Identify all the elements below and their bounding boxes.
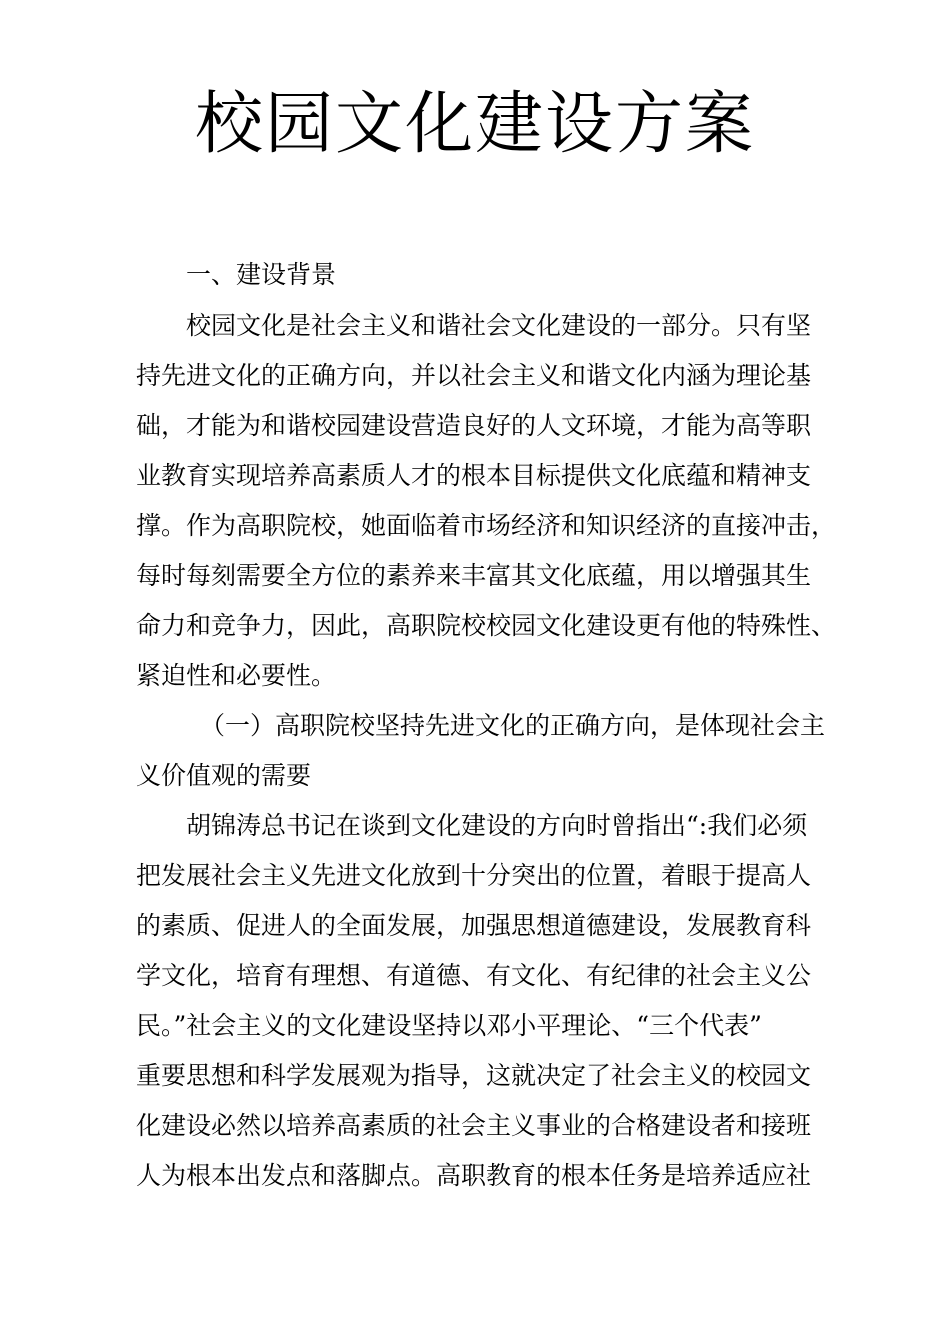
paragraph-line: 紧迫性和必要性。 — [136, 661, 337, 690]
paragraph-line: 础，才能为和谐校园建设营造良好的人文环境，才能为高等职 — [136, 411, 812, 440]
paragraph-line: 校园文化是社会主义和谐社会文化建设的一部分。只有坚 — [186, 311, 812, 340]
subsection-heading-continued: 义价值观的需要 — [136, 761, 312, 790]
paragraph-line: 每时每刻需要全方位的素养来丰富其文化底蕴，用以增强其生 — [136, 561, 812, 590]
paragraph-line: 重要思想和科学发展观为指导，这就决定了社会主义的校园文 — [136, 1061, 812, 1090]
subsection-heading: （一）高职院校坚持先进文化的正确方向，是体现社会主 — [200, 711, 826, 740]
paragraph-line: 化建设必然以培养高素质的社会主义事业的合格建设者和接班 — [136, 1111, 812, 1140]
paragraph-line: 胡锦涛总书记在谈到文化建设的方向时曾指出“:我们必须 — [186, 811, 808, 840]
paragraph-line: 民。”社会主义的文化建设坚持以邓小平理论、“三个代表” — [136, 1011, 762, 1040]
paragraph-line: 持先进文化的正确方向，并以社会主义和谐文化内涵为理论基 — [136, 361, 812, 390]
section-heading: 一、建设背景 — [186, 260, 337, 289]
paragraph-line: 的素质、促进人的全面发展，加强思想道德建设，发展教育科 — [136, 911, 812, 940]
paragraph-line: 命力和竞争力，因此，高职院校校园文化建设更有他的特殊性、 — [136, 611, 837, 640]
paragraph-line: 学文化，培育有理想、有道德、有文化、有纪律的社会主义公 — [136, 961, 812, 990]
paragraph-line: 业教育实现培养高素质人才的根本目标提供文化底蕴和精神支 — [136, 461, 812, 490]
paragraph-line: 把发展社会主义先进文化放到十分突出的位置，着眼于提高人 — [136, 861, 812, 890]
paragraph-line: 撑。作为高职院校，她面临着市场经济和知识经济的直接冲击， — [136, 511, 837, 540]
paragraph-line: 人为根本出发点和落脚点。高职教育的根本任务是培养适应社 — [136, 1161, 812, 1190]
document-title: 校园文化建设方案 — [194, 85, 755, 164]
